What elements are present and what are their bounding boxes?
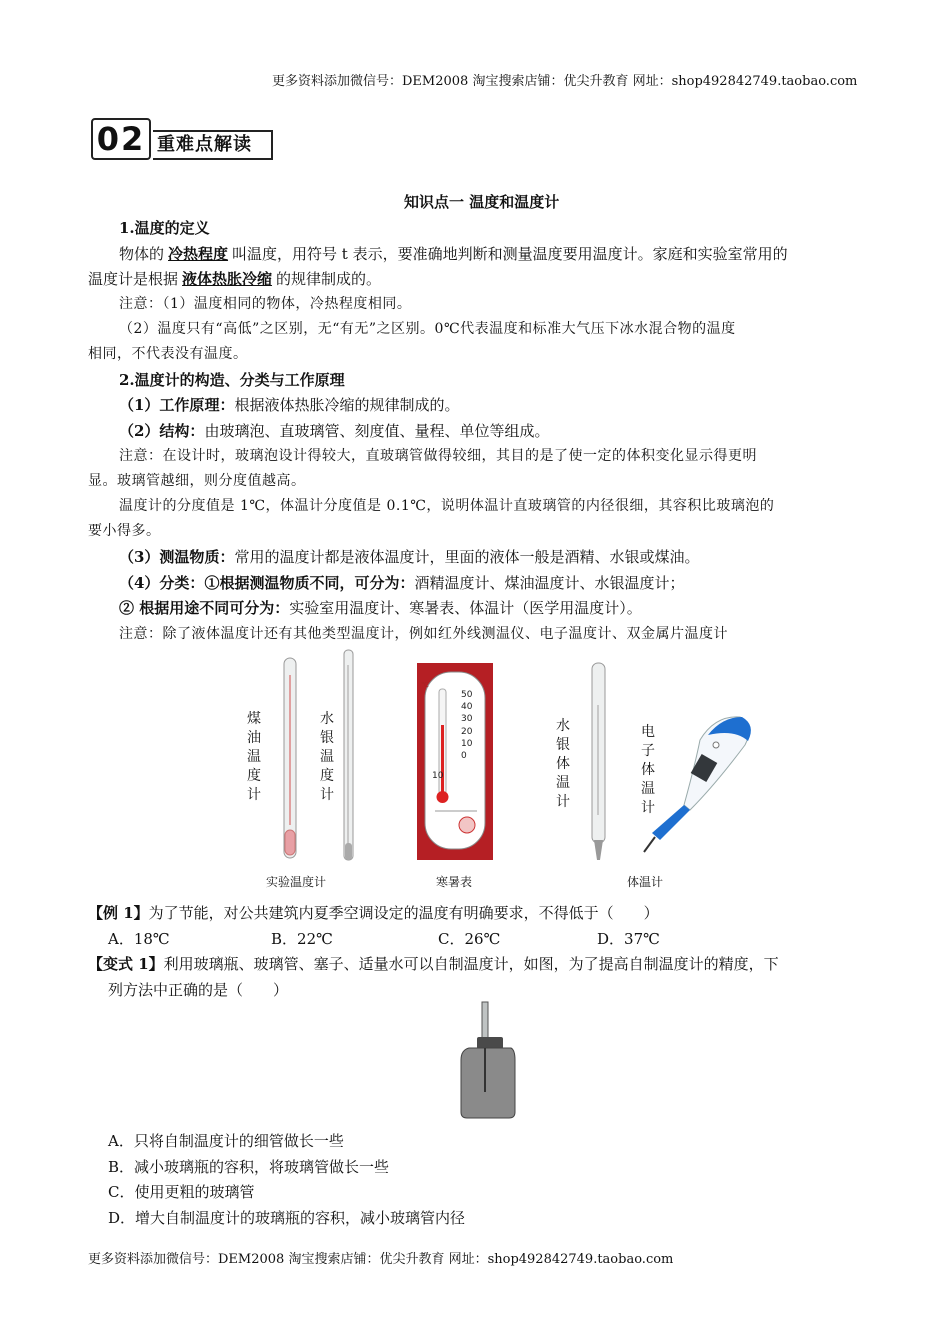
s2-line3 [119, 548, 699, 566]
footer-bottom: 更多资料添加微信号：DEM2008 淘宝搜索店铺：优尖升教育 网址：shop492842749.taobao.com [88, 1252, 674, 1267]
s2-note1b: 显。玻璃管越细，则分度值越高。 [88, 473, 306, 489]
s2-l3-text: 常用的温度计都是液体温度计，里面的液体一般是酒精、水银或煤油。 [234, 548, 700, 566]
example1-option-a[interactable]: A．18℃ [108, 930, 170, 948]
s1-p2a: 温度计是根据 [88, 270, 179, 288]
s2-line4 [119, 574, 684, 592]
label-kerosene-thermometer: 煤油温度计 [247, 711, 261, 803]
scale-label: 10 [461, 738, 473, 749]
section-title: 重难点解读 [153, 130, 273, 160]
caption-lab-thermometer: 实验温度计 [266, 875, 327, 889]
example1-option-d[interactable]: D．37℃ [597, 930, 660, 948]
s2-l2-label: （2）结构： [119, 422, 205, 440]
s1-note2a: （2）温度只有“高低”之区别，无“有无”之区别。0℃代表温度和标准大气压下冰水混合物的温度 [119, 321, 736, 337]
mercury-thermometer-icon [344, 650, 353, 860]
scale-label: 0 [461, 751, 467, 762]
variant1-option-d[interactable]: D．增大自制温度计的玻璃瓶的容积，减小玻璃管内径 [108, 1209, 466, 1227]
variant1-text1: 利用玻璃瓶、玻璃管、塞子、适量水可以自制温度计，如图，为了提高自制温度计的精度，下 [163, 955, 779, 973]
scale-label: 20 [461, 726, 473, 737]
key-term-expansion: 液体热胀冷缩 [182, 270, 273, 288]
scale-label: 30 [461, 714, 473, 725]
s2-l1-text: 根据液体热胀冷缩的规律制成的。 [234, 396, 460, 414]
s1-title: 1.温度的定义 [119, 219, 210, 237]
clinical-thermometer-icon [592, 663, 605, 860]
knowledge-point-title: 知识点一 温度和温度计 [404, 193, 560, 211]
example1-label: 【例 1】 [88, 904, 149, 922]
variant1-option-c[interactable]: C．使用更粗的玻璃管 [108, 1183, 255, 1201]
scale-label: 40 [461, 702, 473, 713]
variant1-option-b[interactable]: B．减小玻璃瓶的容积，将玻璃管做长一些 [108, 1158, 390, 1176]
s2-line2 [119, 422, 549, 440]
s2-line1 [119, 396, 459, 414]
electronic-thermometer-icon [644, 717, 751, 852]
s1-para-line2 [88, 270, 381, 288]
s2-l1-label: （1）工作原理： [119, 396, 235, 414]
s2-l4-text: 酒精温度计、煤油温度计、水银温度计； [414, 574, 685, 592]
s1-p2b: 的规律制成的。 [276, 270, 382, 288]
label-mercury-clinical: 水银体温计 [556, 718, 570, 810]
s1-note2b: 相同，不代表没有温度。 [88, 346, 248, 362]
s2-note3: 注意：除了液体温度计还有其他类型温度计，例如红外线测温仪、电子温度计、双金属片温度计 [119, 626, 728, 642]
label-electronic-clinical: 电子体温计 [641, 724, 655, 816]
s2-line5 [119, 599, 642, 617]
variant1-question-line1 [88, 955, 779, 973]
key-term-cold-hot: 冷热程度 [168, 245, 229, 263]
example1-option-b[interactable]: B．22℃ [271, 930, 333, 948]
label-mercury-thermometer: 水银温度计 [320, 711, 334, 803]
s1-para-line1 [119, 245, 788, 263]
s2-title: 2.温度计的构造、分类与工作原理 [119, 371, 345, 389]
scale-labels [461, 689, 472, 762]
example1-option-c[interactable]: C．26℃ [438, 930, 501, 948]
s2-l5-text: 实验室用温度计、寒暑表、体温计（医学用温度计）。 [289, 599, 642, 617]
variant1-option-a[interactable]: A．只将自制温度计的细管做长一些 [108, 1132, 344, 1150]
example1-question [88, 904, 659, 922]
s1-p1a: 物体的 [119, 245, 165, 263]
s1-p1b: 叫温度，用符号 t 表示，要准确地判断和测量温度要用温度计。家庭和实验室常用的 [232, 245, 788, 263]
s2-note1a: 注意：在设计时，玻璃泡设计得较大，直玻璃管做得较细，其目的是了使一定的体积变化显示得更明 [119, 448, 757, 464]
kerosene-thermometer-icon [284, 658, 296, 858]
bottle-thermometer-icon [455, 1000, 525, 1120]
thermometer-drawings [0, 645, 950, 895]
s1-note1: 注意：（1）温度相同的物体，冷热程度相同。 [119, 296, 412, 312]
example1-text: 为了节能，对公共建筑内夏季空调设定的温度有明确要求，不得低于（ ） [148, 904, 659, 922]
caption-clinical-thermometer: 体温计 [627, 875, 664, 889]
variant1-question-line2: 列方法中正确的是（ ） [108, 981, 289, 999]
wall-thermometer-icon [417, 663, 493, 860]
variant1-label: 【变式 1】 [88, 955, 164, 973]
scale-label: 50 [461, 690, 473, 700]
caption-wall-thermometer: 寒暑表 [436, 875, 473, 889]
s2-note2a: 温度计的分度值是 1℃，体温计分度值是 0.1℃，说明体温计直玻璃管的内径很细，其容积比玻璃泡的 [119, 498, 775, 514]
s2-l5-label: ② 根据用途不同可分为： [119, 599, 290, 617]
scale-unit: ℃ [421, 681, 429, 689]
s2-l2-text: 由玻璃泡、直玻璃管、刻度值、量程、单位等组成。 [204, 422, 550, 440]
section-number: 02 [91, 118, 151, 160]
s2-l4-label: （4）分类：①根据测温物质不同，可分为： [119, 574, 415, 592]
s2-l3-label: （3）测温物质： [119, 548, 235, 566]
thermometer-figure [0, 645, 950, 895]
scale-label-negative: 10 [432, 771, 444, 781]
header-top: 更多资料添加微信号：DEM2008 淘宝搜索店铺：优尖升教育 网址：shop492842749.taobao.com [272, 74, 858, 89]
s2-note2b: 要小得多。 [88, 523, 161, 539]
